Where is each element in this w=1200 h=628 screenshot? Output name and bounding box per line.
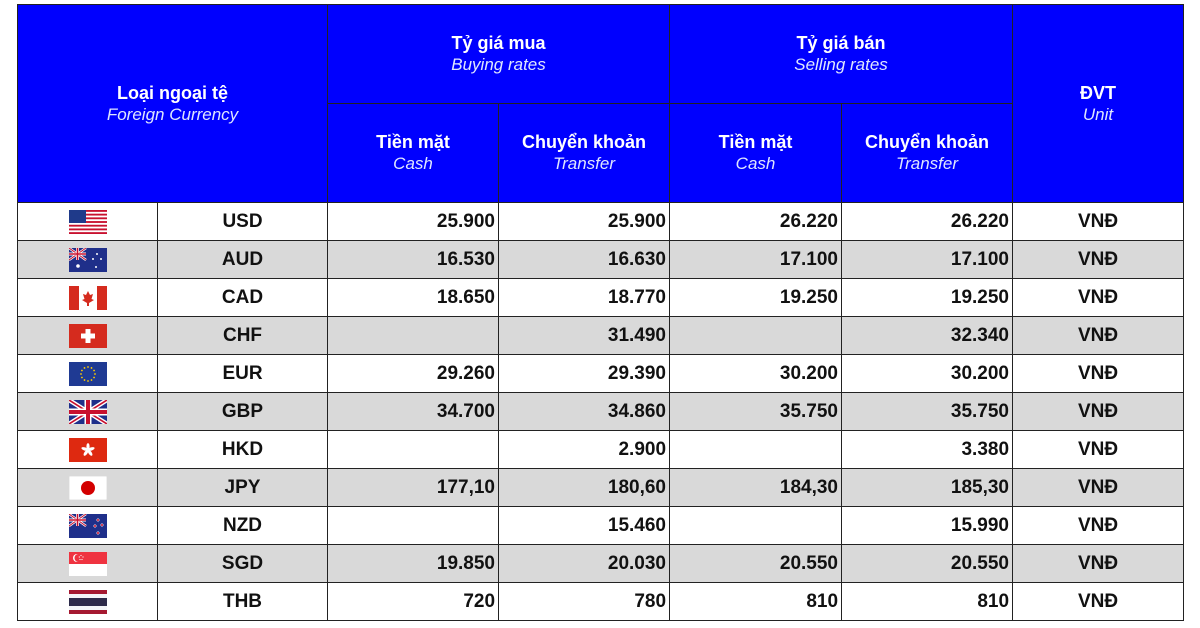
buying-rates-en: Buying rates bbox=[451, 55, 546, 74]
unit-cell: VNĐ bbox=[1013, 203, 1184, 241]
sell-cash-cell: 30.200 bbox=[670, 355, 842, 393]
sell-cash-cell bbox=[670, 507, 842, 545]
sell-transfer-cell: 19.250 bbox=[842, 279, 1013, 317]
buy-transfer-cell: 29.390 bbox=[499, 355, 670, 393]
sell-cash-cell bbox=[670, 317, 842, 355]
au-flag-icon bbox=[69, 248, 107, 272]
sell-transfer-en: Transfer bbox=[895, 154, 959, 173]
currency-code-cell: NZD bbox=[158, 507, 328, 545]
sell-cash-cell: 184,30 bbox=[670, 469, 842, 507]
table-row bbox=[18, 203, 1184, 241]
flag-cell bbox=[18, 469, 158, 507]
unit-header-vi: ĐVT bbox=[1080, 82, 1117, 103]
flag-cell bbox=[18, 279, 158, 317]
buy-transfer-cell: 15.460 bbox=[499, 507, 670, 545]
table-row bbox=[18, 355, 1184, 393]
currency-code-cell: HKD bbox=[158, 431, 328, 469]
buy-transfer-cell: 180,60 bbox=[499, 469, 670, 507]
sell-transfer-cell: 3.380 bbox=[842, 431, 1013, 469]
currency-code-cell: CHF bbox=[158, 317, 328, 355]
jp-flag-icon bbox=[69, 476, 107, 500]
sell-transfer-cell: 810 bbox=[842, 583, 1013, 621]
buy-cash-cell: 18.650 bbox=[328, 279, 499, 317]
buy-transfer-header bbox=[499, 104, 670, 203]
buy-transfer-cell: 18.770 bbox=[499, 279, 670, 317]
selling-rates-header bbox=[670, 5, 1013, 104]
sell-transfer-cell: 185,30 bbox=[842, 469, 1013, 507]
hk-flag-icon bbox=[69, 438, 107, 462]
currency-header-en: Foreign Currency bbox=[106, 104, 239, 124]
unit-cell: VNĐ bbox=[1013, 545, 1184, 583]
sell-cash-cell: 17.100 bbox=[670, 241, 842, 279]
buy-cash-en: Cash bbox=[393, 154, 433, 173]
unit-cell: VNĐ bbox=[1013, 279, 1184, 317]
sell-cash-vi: Tiền mặt bbox=[718, 132, 793, 152]
ch-flag-icon bbox=[69, 324, 107, 348]
flag-cell bbox=[18, 355, 158, 393]
buy-transfer-cell: 16.630 bbox=[499, 241, 670, 279]
selling-rates-vi: Tỷ giá bán bbox=[796, 33, 886, 53]
currency-code-cell: JPY bbox=[158, 469, 328, 507]
currency-code-cell: GBP bbox=[158, 393, 328, 431]
table-row bbox=[18, 583, 1184, 621]
buy-transfer-cell: 31.490 bbox=[499, 317, 670, 355]
table-row bbox=[18, 507, 1184, 545]
gb-flag-icon bbox=[69, 400, 107, 424]
sell-transfer-cell: 15.990 bbox=[842, 507, 1013, 545]
currency-code-cell: THB bbox=[158, 583, 328, 621]
table-row bbox=[18, 317, 1184, 355]
flag-cell bbox=[18, 545, 158, 583]
buy-transfer-cell: 34.860 bbox=[499, 393, 670, 431]
table-row bbox=[18, 393, 1184, 431]
unit-cell: VNĐ bbox=[1013, 469, 1184, 507]
currency-code-cell: USD bbox=[158, 203, 328, 241]
unit-cell: VNĐ bbox=[1013, 355, 1184, 393]
sell-cash-cell bbox=[670, 431, 842, 469]
buy-cash-cell: 720 bbox=[328, 583, 499, 621]
exchange-rate-table bbox=[17, 4, 1184, 621]
eu-flag-icon bbox=[69, 362, 107, 386]
buy-transfer-cell: 20.030 bbox=[499, 545, 670, 583]
exchange-rate-board bbox=[17, 4, 1183, 621]
sell-transfer-cell: 35.750 bbox=[842, 393, 1013, 431]
buy-transfer-cell: 780 bbox=[499, 583, 670, 621]
currency-code-cell: CAD bbox=[158, 279, 328, 317]
ca-flag-icon bbox=[69, 286, 107, 310]
sg-flag-icon bbox=[69, 552, 107, 576]
sell-transfer-vi: Chuyển khoản bbox=[865, 132, 990, 152]
flag-cell bbox=[18, 507, 158, 545]
buy-cash-vi: Tiền mặt bbox=[376, 132, 450, 152]
currency-code-cell: SGD bbox=[158, 545, 328, 583]
unit-cell: VNĐ bbox=[1013, 431, 1184, 469]
table-row bbox=[18, 279, 1184, 317]
flag-cell bbox=[18, 431, 158, 469]
buy-transfer-en: Transfer bbox=[552, 154, 616, 173]
buy-cash-cell bbox=[328, 507, 499, 545]
sell-transfer-cell: 20.550 bbox=[842, 545, 1013, 583]
table-row bbox=[18, 469, 1184, 507]
unit-cell: VNĐ bbox=[1013, 317, 1184, 355]
sell-transfer-cell: 30.200 bbox=[842, 355, 1013, 393]
unit-cell: VNĐ bbox=[1013, 241, 1184, 279]
currency-code-cell: EUR bbox=[158, 355, 328, 393]
currency-code-cell: AUD bbox=[158, 241, 328, 279]
flag-cell bbox=[18, 317, 158, 355]
unit-cell: VNĐ bbox=[1013, 583, 1184, 621]
table-row bbox=[18, 431, 1184, 469]
buying-rates-vi: Tỷ giá mua bbox=[451, 33, 546, 53]
buy-cash-cell: 25.900 bbox=[328, 203, 499, 241]
buy-cash-cell: 29.260 bbox=[328, 355, 499, 393]
table-row bbox=[18, 545, 1184, 583]
sell-cash-cell: 19.250 bbox=[670, 279, 842, 317]
us-flag-icon bbox=[69, 210, 107, 234]
sell-transfer-cell: 26.220 bbox=[842, 203, 1013, 241]
unit-cell: VNĐ bbox=[1013, 507, 1184, 545]
buy-cash-cell bbox=[328, 431, 499, 469]
buy-cash-cell bbox=[328, 317, 499, 355]
buy-cash-cell: 177,10 bbox=[328, 469, 499, 507]
buy-cash-cell: 19.850 bbox=[328, 545, 499, 583]
flag-cell bbox=[18, 393, 158, 431]
selling-rates-en: Selling rates bbox=[794, 55, 888, 74]
sell-cash-cell: 20.550 bbox=[670, 545, 842, 583]
unit-header-en: Unit bbox=[1082, 104, 1114, 124]
sell-transfer-cell: 17.100 bbox=[842, 241, 1013, 279]
flag-cell bbox=[18, 583, 158, 621]
buying-rates-header bbox=[328, 5, 670, 104]
sell-cash-header bbox=[670, 104, 842, 203]
table-row bbox=[18, 241, 1184, 279]
buy-transfer-cell: 25.900 bbox=[499, 203, 670, 241]
buy-transfer-vi: Chuyển khoản bbox=[522, 132, 647, 152]
buy-transfer-cell: 2.900 bbox=[499, 431, 670, 469]
table-header bbox=[18, 5, 1184, 203]
buy-cash-cell: 16.530 bbox=[328, 241, 499, 279]
sell-transfer-cell: 32.340 bbox=[842, 317, 1013, 355]
sell-cash-cell: 35.750 bbox=[670, 393, 842, 431]
flag-cell bbox=[18, 241, 158, 279]
sell-cash-en: Cash bbox=[735, 154, 776, 173]
th-flag-icon bbox=[69, 590, 107, 614]
unit-cell: VNĐ bbox=[1013, 393, 1184, 431]
currency-header-vi: Loại ngoại tệ bbox=[117, 82, 229, 103]
flag-cell bbox=[18, 203, 158, 241]
unit-header bbox=[1013, 5, 1184, 203]
currency-header bbox=[18, 5, 328, 203]
nz-flag-icon bbox=[69, 514, 107, 538]
table-body bbox=[18, 203, 1184, 621]
buy-cash-cell: 34.700 bbox=[328, 393, 499, 431]
sell-cash-cell: 810 bbox=[670, 583, 842, 621]
sell-cash-cell: 26.220 bbox=[670, 203, 842, 241]
buy-cash-header bbox=[328, 104, 499, 203]
sell-transfer-header bbox=[842, 104, 1013, 203]
